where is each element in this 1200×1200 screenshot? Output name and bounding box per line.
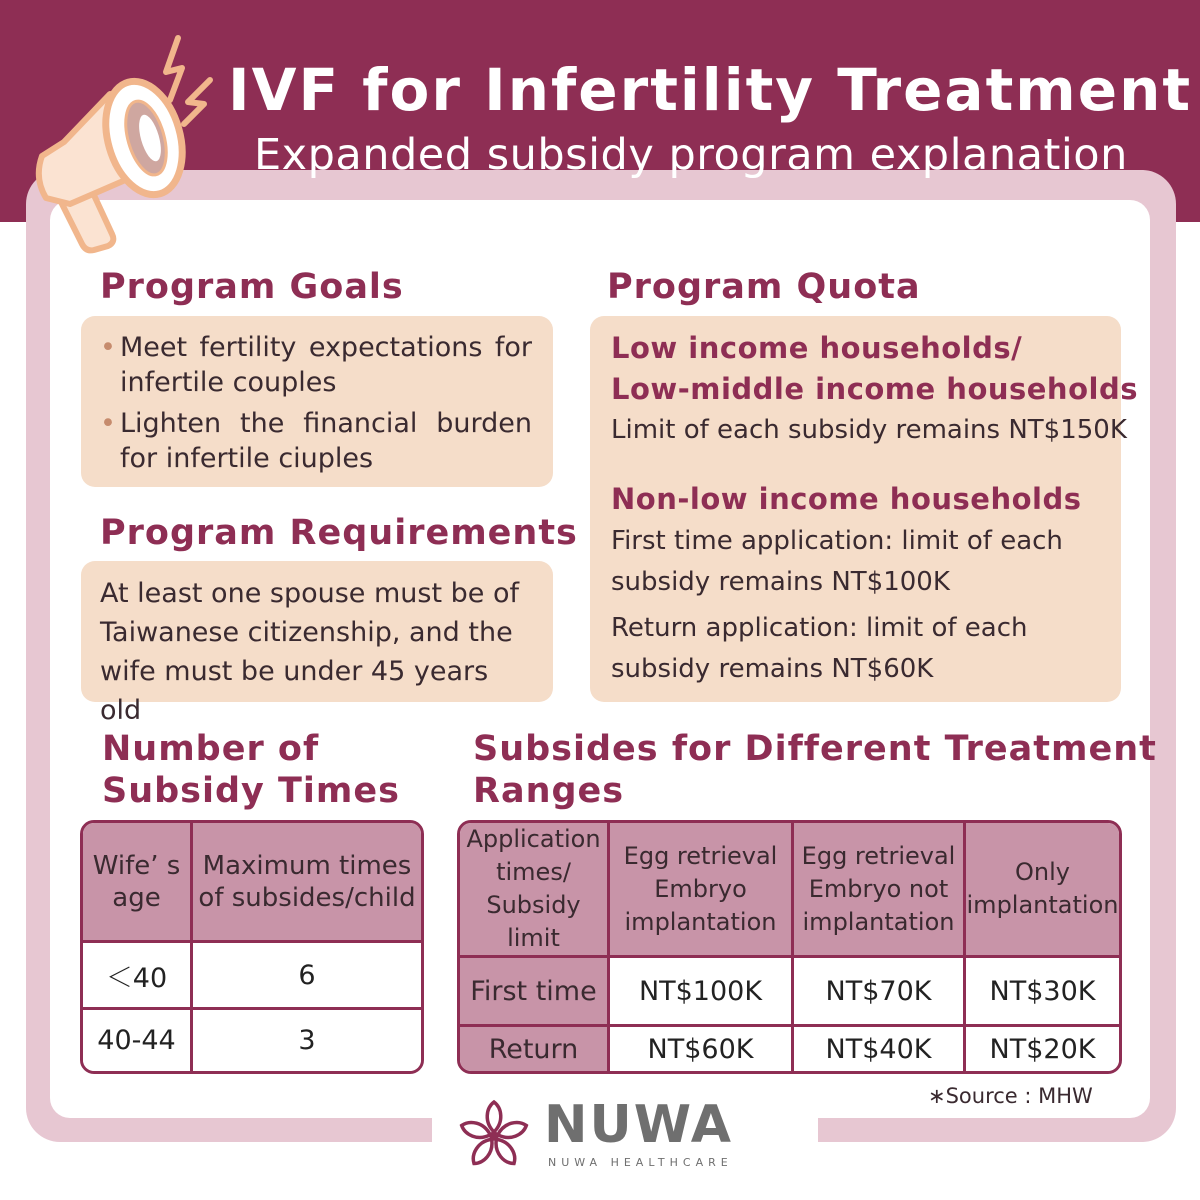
subsidy-times-table — [80, 820, 424, 1074]
value-cell: NT$20K — [966, 1027, 1119, 1071]
header-egg-no-embryo — [794, 823, 966, 958]
table-row — [460, 1027, 1119, 1071]
value-cell: NT$60K — [610, 1027, 794, 1071]
header-only-implantation — [966, 823, 1119, 958]
header-text: Embryo not — [808, 874, 949, 903]
row-label: Return — [460, 1027, 610, 1071]
requirements-text: At least one spouse must be of Taiwanese citizenship, and the wife must be under 45 years old — [100, 578, 519, 726]
header-text: Subsidy limit — [486, 891, 581, 952]
age-cell: ＜40 — [83, 943, 193, 1010]
times-cell: 6 — [193, 943, 421, 1010]
row-label: First time — [460, 958, 610, 1027]
header-text: of subsides/child — [198, 882, 416, 913]
header-application-times — [460, 823, 610, 958]
flower-logo-icon — [456, 1098, 532, 1170]
header-egg-embryo — [610, 823, 794, 958]
header-text: implantation — [966, 891, 1119, 919]
table-row — [83, 943, 421, 1010]
ranges-title: Subsides for Different Treatment — [473, 729, 1157, 769]
quota-nonlow-heading: Non-low income households — [611, 482, 1082, 516]
header-text: Embryo — [654, 874, 747, 903]
table-header-row — [83, 823, 421, 943]
table-row — [83, 1010, 421, 1071]
ranges-title: Ranges — [473, 771, 625, 811]
quota-title: Program Quota — [607, 267, 921, 307]
quota-return-text: subsidy remains NT$60K — [611, 654, 934, 684]
times-title: Number of — [102, 729, 320, 769]
quota-first-text: subsidy remains NT$100K — [611, 567, 950, 597]
megaphone-icon — [20, 28, 230, 258]
times-title: Subsidy Times — [102, 771, 400, 811]
quota-low-heading: Low-middle income households — [611, 372, 1138, 406]
page-title: IVF for Infertility Treatment — [228, 56, 1193, 124]
value-cell: NT$40K — [794, 1027, 966, 1071]
goals-title: Program Goals — [100, 267, 404, 307]
header-text: Maximum times — [202, 850, 412, 881]
goal-item: • Lighten the financial burden for infertile ciuples — [100, 406, 532, 476]
logo-wordmark: NUWA — [544, 1095, 734, 1155]
header-text: Application — [466, 825, 601, 853]
header-text: Egg retrieval — [801, 841, 956, 870]
goal-item: • Meet fertility expectations for infertile couples — [100, 330, 532, 400]
source-note: ∗Source : MHW — [928, 1084, 1093, 1108]
value-cell: NT$100K — [610, 958, 794, 1027]
value-cell: NT$30K — [966, 958, 1119, 1027]
goals-list — [100, 330, 532, 482]
header-text: Wife’ s — [92, 850, 181, 881]
quota-low-text: Limit of each subsidy remains NT$150K — [611, 415, 1127, 445]
header-text: Only — [1015, 858, 1070, 886]
page-subtitle: Expanded subsidy program explanation — [254, 130, 1128, 180]
table-row — [460, 958, 1119, 1027]
logo-tagline: NUWA HEALTHCARE — [548, 1156, 733, 1169]
header-max-times — [193, 823, 421, 943]
age-cell: 40-44 — [83, 1010, 193, 1071]
times-cell: 3 — [193, 1010, 421, 1071]
requirements-title: Program Requirements — [100, 513, 578, 553]
header-text: implantation — [802, 907, 955, 936]
quota-low-heading: Low income households/ — [611, 331, 1023, 365]
header-wife-age — [83, 823, 193, 943]
table-header-row — [460, 823, 1119, 958]
treatment-ranges-table — [457, 820, 1122, 1074]
header-text: Egg retrieval — [623, 841, 778, 870]
header-text: implantation — [624, 907, 777, 936]
value-cell: NT$70K — [794, 958, 966, 1027]
header-text: times/ — [496, 858, 571, 886]
quota-return-text: Return application: limit of each — [611, 613, 1028, 643]
header-text: age — [112, 882, 161, 913]
quota-first-text: First time application: limit of each — [611, 526, 1063, 556]
